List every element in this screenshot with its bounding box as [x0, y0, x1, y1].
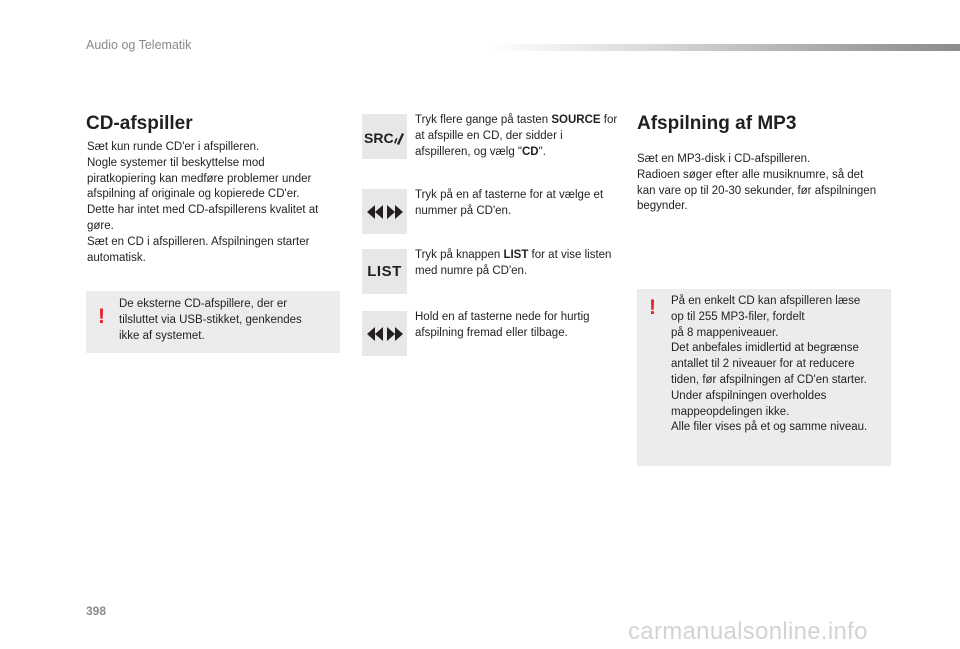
page-number: 398 [86, 604, 107, 618]
cd-warning-text: De eksterne CD-afspillere, der er tilsluttet via USB-stikket, genkendes ikke af systemet. [119, 298, 302, 342]
warning-icon: ! [98, 305, 105, 328]
header-gradient-bar [488, 44, 960, 51]
src-key-icon [364, 128, 406, 146]
step-source-text: Tryk flere gange på tasten SOURCE for at afspille en CD, der sidder i afspilleren, og vælg "CD". [415, 114, 618, 158]
mp3-section-title: Afspilning af MP3 [637, 113, 797, 134]
list-key-tile [362, 249, 407, 294]
cd-section-title: CD-afspiller [86, 113, 193, 134]
src-key-tile [362, 114, 407, 159]
warning-icon: ! [649, 296, 656, 319]
list-key-icon: LIST [367, 263, 402, 280]
watermark: carmanualsonline.info [628, 618, 868, 645]
mp3-warning-note [637, 289, 891, 466]
mp3-warning-text: På en enkelt CD kan afspilleren læse op til 255 MP3-filer, fordelt på 8 mappeniveauer. Det anbefales imidlertid at begrænse antallet til 2 niveauer for at reducere tiden, før afspilningen af CD'en starter. Under afspilningen overholdes mappeopdelingen ikke. Alle filer vises på et og samme niveau. [671, 295, 868, 434]
cd-warning-note [86, 291, 340, 353]
seek-buttons-icon [365, 204, 405, 220]
step-fast-seek-text: Hold en af tasterne nede for hurtig afspilning fremad eller tilbage. [415, 311, 590, 339]
step-list-text: Tryk på knappen LIST for at vise listen med numre på CD'en. [415, 249, 612, 277]
step-select-track-text: Tryk på en af tasterne for at vælge et nummer på CD'en. [415, 189, 604, 217]
section-header: Audio og Telematik [86, 38, 192, 52]
seek-key-tile [362, 189, 407, 234]
svg-text:SRC: SRC [363, 129, 394, 146]
cd-section-body: Sæt kun runde CD'er i afspilleren. Nogle systemer til beskyttelse mod piratkopiering kan medføre problemer under afspilning af originale og kopierede CD'er. Dette har intet med CD-afspillerens kvalitet at gøre. Sæt en CD i afspilleren. Afspilningen starter automatisk. [87, 141, 319, 264]
fast-seek-key-tile [362, 311, 407, 356]
seek-buttons-icon [365, 326, 405, 342]
mp3-section-body: Sæt en MP3-disk i CD-afspilleren. Radioen søger efter alle musiknumre, så det kan vare op til 20-30 sekunder, før afspilningen begynder. [637, 153, 877, 213]
